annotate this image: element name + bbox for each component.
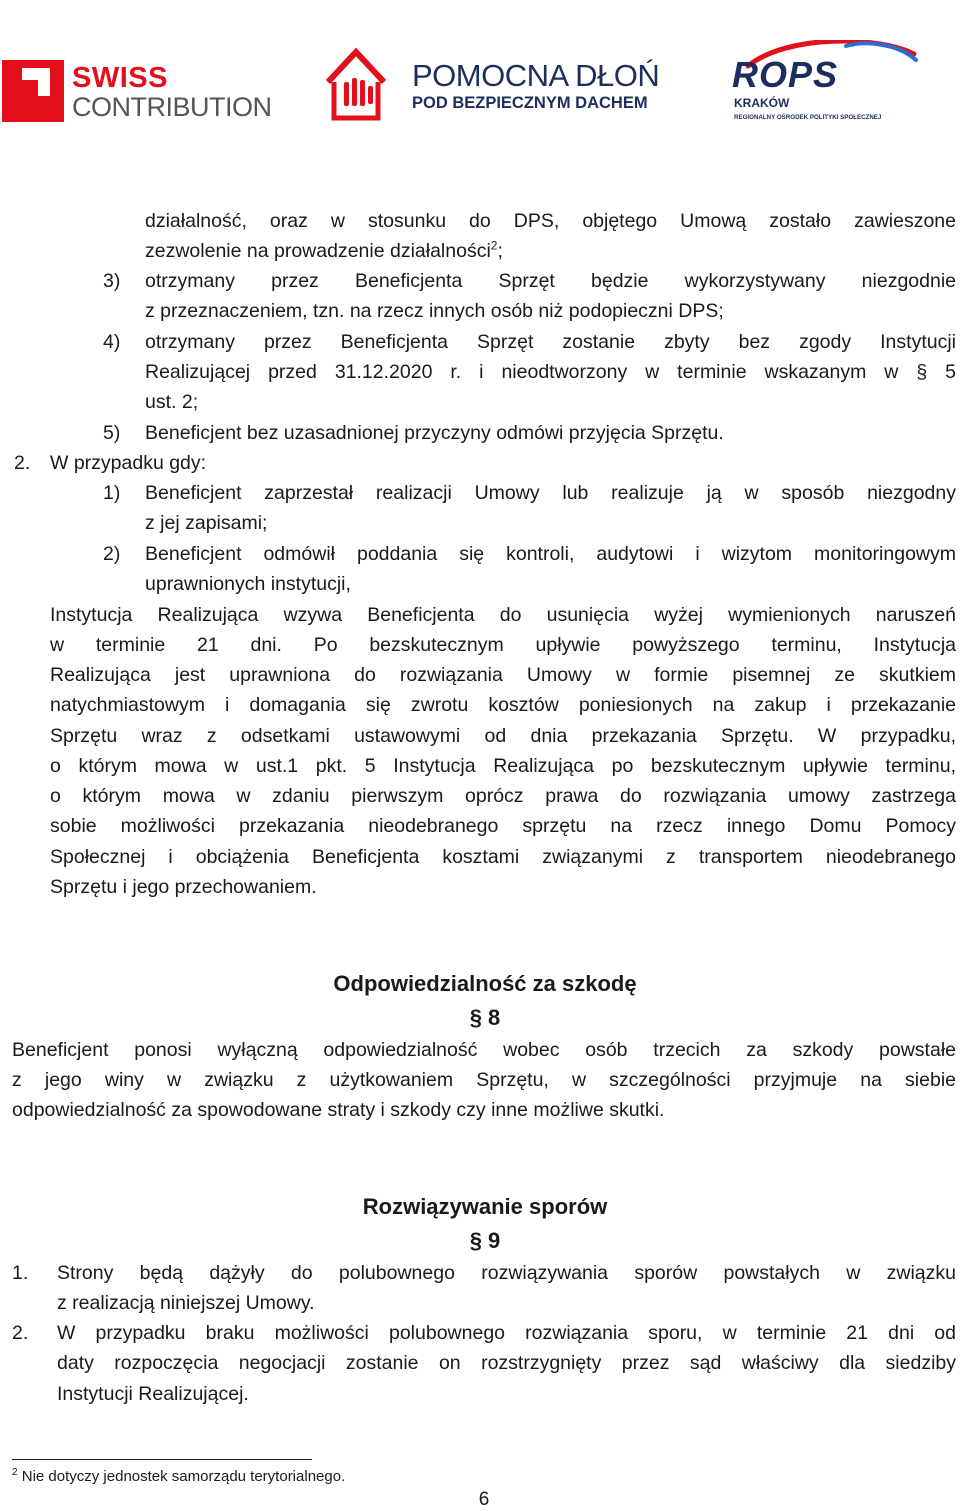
body-line: natychmiastowym i domagania się zwrotu kosztów poniesionych na zakup i przekazanie <box>50 694 956 716</box>
paragraph-intro: W przypadku gdy: <box>50 452 207 474</box>
swiss-logo-line1: SWISS <box>72 62 168 94</box>
pomocna-dlon-logo <box>322 42 692 127</box>
list-item-line: Realizującej przed 31.12.2020 r. i nieodtworzony w terminie wskazanym w § 5 <box>145 361 956 383</box>
body-line: z jego winy w związku z użytkowaniem Sprzętu, w szczególności przyjmuje na siebie <box>12 1069 956 1091</box>
list-item-line: ust. 2; <box>145 391 199 413</box>
list-item-line: W przypadku braku możliwości polubownego rozwiązania sporu, w terminie 21 dni od <box>57 1322 956 1344</box>
body-line: Społecznej i obciążenia Beneficjenta kosztami związanymi z transportem nieodebranego <box>50 846 956 868</box>
intro-line2-end: ; <box>497 240 503 262</box>
footnote-separator <box>12 1459 312 1460</box>
section-heading: Rozwiązywanie sporów <box>362 1194 608 1219</box>
pomocna-logo-line2: POD BEZPIECZNYM DACHEM <box>412 94 648 112</box>
swiss-logo-line2: CONTRIBUTION <box>72 92 272 122</box>
body-line: odpowiedzialność za spowodowane straty i szkody czy inne możliwe skutki. <box>12 1099 665 1121</box>
list-item-line: Instytucji Realizującej. <box>57 1383 249 1405</box>
body-line: Sprzętu wraz z odsetkami ustawowymi od dnia przekazania Sprzętu. W przypadku, <box>50 725 956 747</box>
body-line: Instytucja Realizująca wzywa Beneficjenta do usunięcia wyżej wymienionych naruszeń <box>50 604 956 626</box>
body-line: sobie możliwości przekazania nieodebranego sprzętu na rzecz innego Domu Pomocy <box>50 815 956 837</box>
list-item-number: 5) <box>103 422 121 444</box>
list-item-line: Beneficjent zaprzestał realizacji Umowy lub realizuje ją w sposób niezgodny <box>145 482 956 504</box>
swiss-contribution-logo <box>0 60 290 130</box>
list-item-line: daty rozpoczęcia negocjacji zostanie on rozstrzygnięty przez sąd właściwy dla siedziby <box>57 1352 956 1374</box>
list-item-number: 1. <box>12 1262 29 1284</box>
body-line: Realizująca jest uprawniona do rozwiązania Umowy w formie pisemnej ze skutkiem <box>50 664 956 686</box>
list-item-line: otrzymany przez Beneficjenta Sprzęt będzie wykorzystywany niezgodnie <box>145 270 956 292</box>
section-number: § 8 <box>469 1005 501 1030</box>
rops-logo-sub: REGIONALNY OŚRODEK POLITYKI SPOŁECZNEJ <box>734 114 882 121</box>
body-line: o którym mowa w zdaniu pierwszym oprócz prawa do rozwiązania umowy zastrzega <box>50 785 956 807</box>
footnote-number: 2 <box>12 1467 18 1478</box>
body-line: w terminie 21 dni. Po bezskutecznym upływie powyższego terminu, Instytucja <box>50 634 956 656</box>
body-line: Beneficjent ponosi wyłączną odpowiedzialność wobec osób trzecich za szkody powstałe <box>12 1039 956 1061</box>
list-item-line: otrzymany przez Beneficjenta Sprzęt zostanie zbyty bez zgody Instytucji <box>145 331 956 353</box>
list-item-line: Beneficjent bez uzasadnionej przyczyny odmówi przyjęcia Sprzętu. <box>145 422 724 444</box>
list-item-number: 3) <box>103 270 121 292</box>
page-number: 6 <box>478 1489 490 1510</box>
intro-line2-text: zezwolenie na prowadzenie działalności <box>145 240 491 262</box>
house-hand-icon <box>322 42 390 122</box>
footnote-text: Nie dotyczy jednostek samorządu terytorialnego. <box>21 1468 346 1485</box>
list-item-line: uprawnionych instytucji, <box>145 573 351 595</box>
intro-line1: działalność, oraz w stosunku do DPS, objętego Umową zostało zawieszone <box>145 210 956 232</box>
list-item-line: z przeznaczeniem, tzn. na rzecz innych osób niż podopieczni DPS; <box>145 300 724 322</box>
intro-line2 <box>145 236 503 266</box>
footnote-ref[interactable]: 2 <box>490 238 498 253</box>
pomocna-logo-line1: POMOCNA DŁOŃ <box>412 58 660 93</box>
footnote <box>12 1466 345 1488</box>
paragraph-number: 2. <box>14 452 31 474</box>
body-line: Sprzętu i jego przechowaniem. <box>50 876 317 898</box>
body-line: o którym mowa w ust.1 pkt. 5 Instytucja Realizująca po bezskutecznym upływie terminu, <box>50 755 956 777</box>
list-item-line: z realizacją niniejszej Umowy. <box>57 1292 315 1314</box>
list-item-line: Beneficjent odmówił poddania się kontroli, audytowi i wizytom monitoringowym <box>145 543 956 565</box>
rops-logo <box>728 40 928 130</box>
rops-logo-city: KRAKÓW <box>734 96 790 110</box>
list-item-line: z jej zapisami; <box>145 512 268 534</box>
section-number: § 9 <box>469 1228 501 1253</box>
list-item-number: 2. <box>12 1322 29 1344</box>
list-item-line: Strony będą dążyły do polubownego rozwiązywania sporów powstałych w związku <box>57 1262 956 1284</box>
list-item-number: 2) <box>103 543 121 565</box>
section-heading: Odpowiedzialność za szkodę <box>333 971 637 996</box>
rops-logo-main: ROPS <box>732 54 839 95</box>
swiss-flag-icon <box>2 60 64 122</box>
list-item-number: 1) <box>103 482 121 504</box>
list-item-number: 4) <box>103 331 121 353</box>
